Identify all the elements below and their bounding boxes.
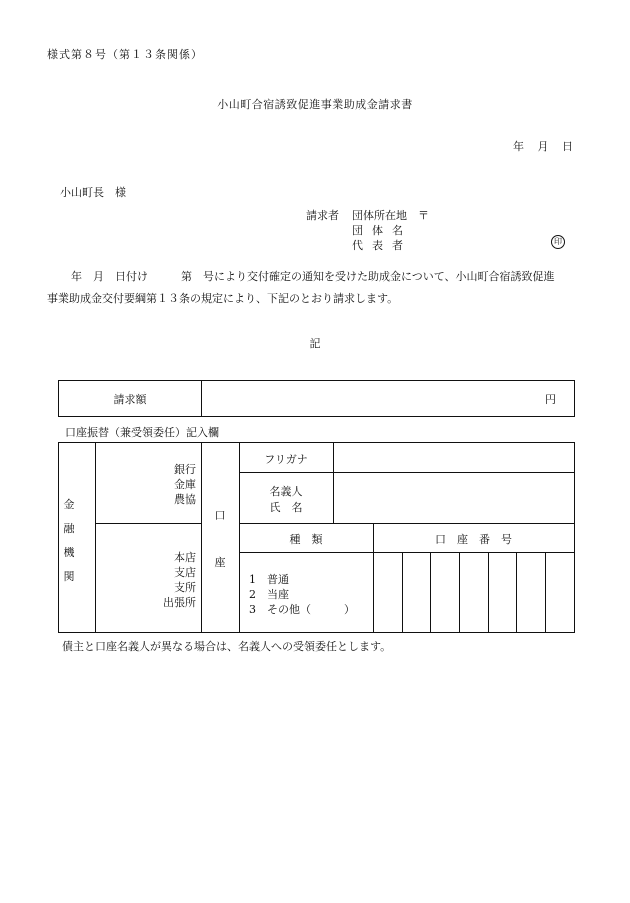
type-option-current[interactable]: 2 当座: [249, 588, 289, 601]
branch-type-sub[interactable]: 支所: [174, 581, 196, 594]
digit-divider: [488, 552, 489, 632]
type-header: 種 類: [289, 533, 323, 546]
bank-type-ja[interactable]: 農協: [174, 493, 196, 506]
amount-divider: [201, 381, 202, 416]
holder-label-2: 氏 名: [269, 501, 303, 514]
bank-type-bank[interactable]: 銀行: [174, 463, 196, 476]
divider: [239, 472, 574, 473]
fi-label-4: 関: [63, 570, 75, 583]
fi-label-3: 機: [63, 546, 75, 559]
divider: [95, 523, 201, 524]
divider: [201, 443, 202, 632]
furigana-label: フリガナ: [264, 453, 308, 466]
notice: 債主と口座名義人が異なる場合は、名義人への受領委任とします。: [62, 640, 392, 653]
addressee: 小山町長 様: [60, 186, 126, 199]
requester-location-field[interactable]: 団体所在地 〒: [352, 209, 429, 222]
type-option-other[interactable]: 3 その他（ ）: [249, 603, 355, 616]
digit-divider: [516, 552, 517, 632]
transfer-section-title: 口座振替（兼受領委任）記入欄: [65, 426, 219, 439]
account-label-2: 座: [214, 556, 226, 569]
branch-type-main[interactable]: 本店: [174, 551, 196, 564]
requester-org-field[interactable]: 団体名: [352, 224, 412, 237]
requester-label: 請求者: [306, 209, 339, 222]
date-line[interactable]: 年 月 日: [513, 140, 573, 153]
digit-divider: [402, 552, 403, 632]
body-line-2: 事業助成金交付要綱第１３条の規定により、下記のとおり請求します。: [47, 292, 399, 305]
holder-label-1: 名義人: [269, 485, 303, 498]
divider: [333, 443, 334, 523]
branch-type-office[interactable]: 出張所: [163, 596, 196, 609]
amount-label: 請求額: [113, 393, 147, 406]
ki-marker: 記: [309, 337, 321, 350]
fi-label-1: 金: [63, 498, 75, 511]
bank-type-shinkin[interactable]: 金庫: [174, 478, 196, 491]
digit-divider: [545, 552, 546, 632]
seal-mark: 印: [551, 235, 565, 249]
amount-unit[interactable]: 円: [545, 393, 556, 406]
bank-table: [58, 442, 575, 633]
digit-divider: [430, 552, 431, 632]
fi-label-2: 融: [63, 522, 75, 535]
divider: [239, 552, 574, 553]
document-title: 小山町合宿誘致促進事業助成金請求書: [217, 98, 413, 111]
branch-type-branch[interactable]: 支店: [174, 566, 196, 579]
type-option-ordinary[interactable]: 1 普通: [249, 573, 289, 586]
number-header: 口 座 番 号: [435, 533, 512, 546]
divider: [95, 443, 96, 632]
body-line-1: 年 月 日付け 第 号により交付確定の通知を受けた助成金について、小山町合宿誘致促進: [71, 270, 555, 283]
requester-rep-field[interactable]: 代表者: [352, 239, 412, 252]
account-label-1: 口: [214, 509, 226, 522]
digit-divider: [459, 552, 460, 632]
form-number: 様式第８号（第１３条関係）: [47, 48, 203, 61]
amount-box: [58, 380, 575, 417]
divider: [239, 523, 574, 524]
